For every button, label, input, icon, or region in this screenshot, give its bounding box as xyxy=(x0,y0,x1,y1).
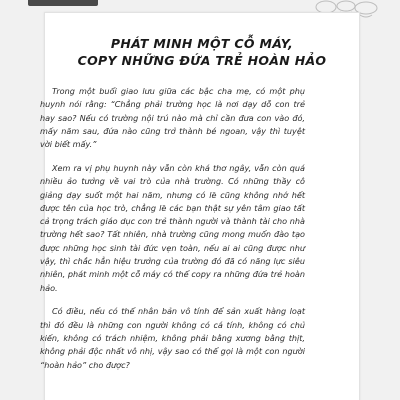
paragraph-1: Trong một buổi giao lưu giữa các bậc cha mẹ, có một phụ huynh nói rằng: “Chẳng phải trường học là nơi dạy dỗ con trẻ hay sao? Nếu có trường nội trú nào mà chỉ cần đưa con vào đó, mấy năm sau, đứa nào cũng trở thành bé ngoan, vậy thì tuyệt vời biết mấy.” xyxy=(40,86,305,150)
title-line-1: PHÁT MINH MỘT CỖ MÁY, xyxy=(110,36,294,51)
title-line-2: COPY NHỮNG ĐỨA TRẺ HOÀN HẢO xyxy=(77,53,327,68)
section-tab xyxy=(28,0,98,6)
paragraph-3: Có điều, nếu có thể nhân bản vô tính để sản xuất hàng loạt thì đó đều là những con người không có cá tính, không có chủ kiến, không có trách nhiệm, không phải bằng xương bằng thịt, không phải độc nhất vô nhị, vậy sao có thể gọi là một con người “hoàn hảo” cho được? xyxy=(40,306,305,370)
article-body xyxy=(40,85,305,382)
paragraph-2: Xem ra vị phụ huynh này vẫn còn khá thơ ngây, vẫn còn quá nhiều ảo tưởng về vai trò của nhà trường. Có những thầy cô giảng dạy suốt một hai năm, nhưng có lẽ cũng không nhớ hết được tên của học trò, chẳng lẽ các bạn thật sự yên tâm giao tất cả trọng trách giáo dục con trẻ thành người và thành tài cho nhà trường hết sao? Tất nhiên, nhà trường cũng mong muốn đào tạo được những học sinh tài đức vẹn toàn, nếu ai ai cũng được như vậy, thì chắc hẳn hiệu trưởng của trường đó đã có năng lực siêu nhiên, phát minh một cỗ máy có thể copy ra những đứa trẻ hoàn hảo. xyxy=(40,162,305,293)
article-title xyxy=(45,35,359,69)
